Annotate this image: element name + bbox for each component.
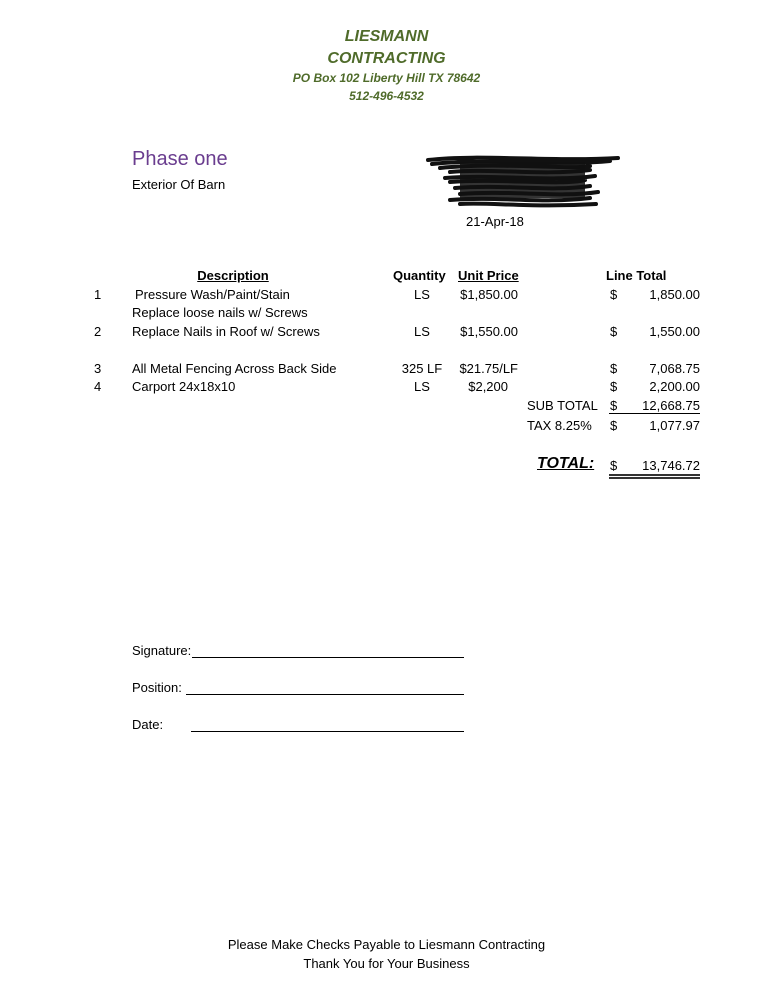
- signature-line[interactable]: [192, 657, 464, 658]
- company-name-line2: CONTRACTING: [327, 50, 446, 67]
- subtotal-underline: [609, 413, 700, 414]
- position-label: Position:: [132, 680, 182, 695]
- row-dollar-sign: $: [610, 361, 618, 376]
- date-line[interactable]: [191, 731, 464, 732]
- row-dollar-sign: $: [610, 287, 618, 302]
- row-quantity: 325 LF: [401, 361, 443, 376]
- row-unit-price: $21.75/LF: [459, 361, 518, 376]
- row-number: 2: [94, 324, 102, 339]
- company-name-line1: LIESMANN: [344, 28, 429, 45]
- footer-thank-you: Thank You for Your Business: [303, 956, 470, 971]
- footer-payable-note: Please Make Checks Payable to Liesmann Contracting: [227, 937, 546, 952]
- company-phone: 512-496-4532: [349, 89, 424, 103]
- row-line-total: 2,200.00: [649, 379, 700, 394]
- date-label: Date:: [132, 717, 164, 732]
- row-unit-price: $2,200: [468, 379, 508, 394]
- tax-label: TAX 8.25%: [527, 418, 592, 433]
- total-dollar-sign: $: [610, 458, 618, 473]
- row-line-total: 1,850.00: [649, 287, 700, 302]
- row-description: Replace loose nails w/ Screws: [132, 305, 308, 320]
- total-label: TOTAL:: [537, 455, 595, 472]
- header-line-total: Line Total: [606, 268, 667, 283]
- header-quantity: Quantity: [393, 268, 446, 283]
- company-address: PO Box 102 Liberty Hill TX 78642: [292, 71, 481, 85]
- subtotal-value: 12,668.75: [642, 398, 700, 413]
- signature-label: Signature:: [132, 643, 192, 658]
- row-number: 4: [94, 379, 102, 394]
- row-number: 1: [94, 287, 102, 302]
- row-description: Carport 24x18x10: [132, 379, 236, 394]
- row-number: 3: [94, 361, 102, 376]
- row-line-total: 1,550.00: [649, 324, 700, 339]
- header-description: Description: [197, 268, 269, 283]
- row-unit-price: $1,550.00: [460, 324, 518, 339]
- total-double-underline-bottom: [609, 477, 700, 479]
- row-quantity: LS: [414, 287, 430, 302]
- header-unit-price: Unit Price: [458, 268, 519, 283]
- invoice-date: 21-Apr-18: [466, 214, 524, 229]
- row-line-total: 7,068.75: [649, 361, 700, 376]
- phase-title: Phase one: [132, 148, 228, 170]
- total-double-underline-top: [609, 474, 700, 476]
- tax-value: 1,077.97: [649, 418, 700, 433]
- row-dollar-sign: $: [610, 324, 618, 339]
- subtotal-label: SUB TOTAL: [527, 398, 598, 413]
- row-description: Pressure Wash/Paint/Stain: [135, 287, 290, 302]
- row-quantity: LS: [414, 379, 430, 394]
- redacted-client-info: [420, 148, 625, 214]
- row-description: Replace Nails in Roof w/ Screws: [132, 324, 320, 339]
- tax-dollar-sign: $: [610, 418, 618, 433]
- row-description: All Metal Fencing Across Back Side: [132, 361, 337, 376]
- position-line[interactable]: [186, 694, 464, 695]
- phase-subtitle: Exterior Of Barn: [132, 177, 226, 192]
- total-value: 13,746.72: [642, 458, 700, 473]
- subtotal-dollar-sign: $: [610, 398, 618, 413]
- row-unit-price: $1,850.00: [460, 287, 518, 302]
- row-dollar-sign: $: [610, 379, 618, 394]
- row-quantity: LS: [414, 324, 430, 339]
